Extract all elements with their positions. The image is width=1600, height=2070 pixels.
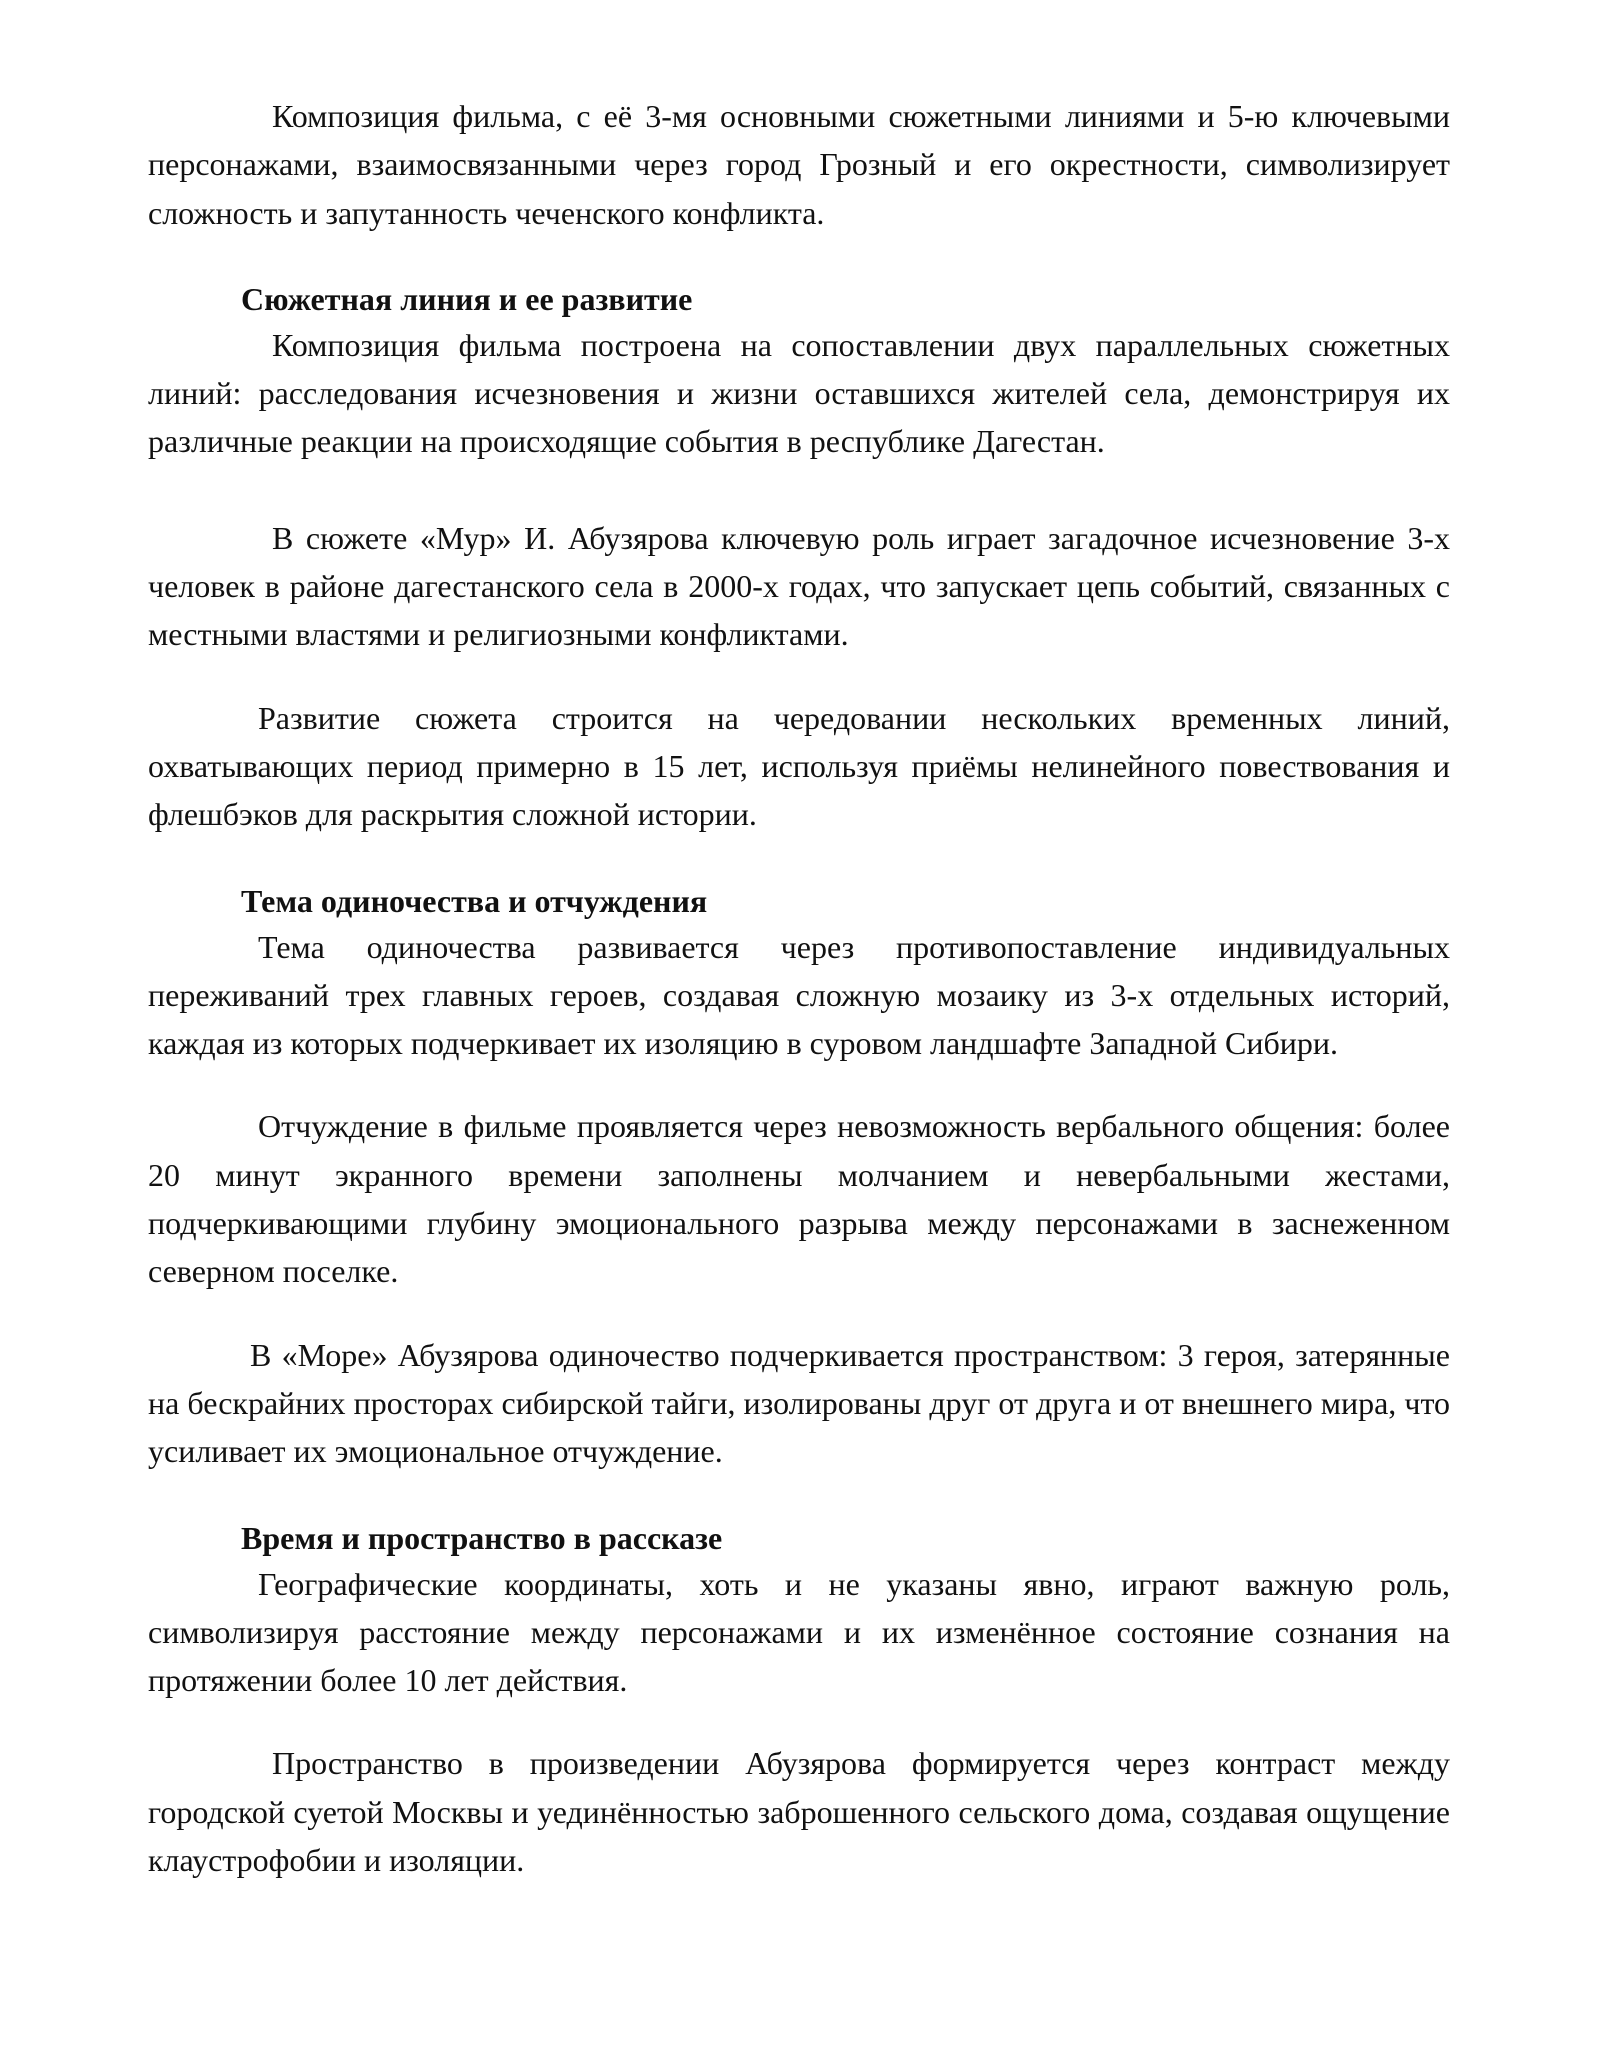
section-heading-loneliness: Тема одиночества и отчуждения xyxy=(241,882,708,919)
time-space-paragraph-1: Географические координаты, хоть и не указаны явно, играют важную роль, символизируя расстояние между персонажами и их изменённое состояние сознания на протяжении более 10 лет действия. xyxy=(148,1565,1450,1699)
intro-paragraph: Композиция фильма, с её 3-мя основными сюжетными линиями и 5-ю ключевыми персонажами, взаимосвязанными через город Грозный и его окрестности, символизирует сложность и запутанность чеченского конфликта. xyxy=(148,98,1450,231)
loneliness-paragraph-3: В «Море» Абузярова одиночество подчеркивается пространством: 3 героя, затерянные на бескрайних просторах сибирской тайги, изолированы друг от друга и от внешнего мира, что усиливает их эмоциональное отчуждение. xyxy=(148,1336,1450,1470)
loneliness-paragraph-2: Отчуждение в фильме проявляется через невозможность вербального общения: более 20 минут экранного времени заполнены молчанием и невербальными жестами, подчеркивающими глубину эмоционального разрыва между персонажами в заснеженном северном поселке. xyxy=(148,1108,1450,1290)
plot-paragraph-2: В сюжете «Мур» И. Абузярова ключевую роль играет загадочное исчезновение 3-х человек в районе дагестанского села в 2000-х годах, что запускает цепь событий, связанных с местными властями и религиозными конфликтами. xyxy=(148,519,1450,653)
loneliness-paragraph-1: Тема одиночества развивается через противопоставление индивидуальных переживаний трех главных героев, создавая сложную мозаику из 3-х отдельных историй, каждая из которых подчеркивает их изоляцию в суровом ландшафте Западной Сибири. xyxy=(148,928,1450,1062)
section-heading-time-space: Время и пространство в рассказе xyxy=(241,1519,723,1556)
section-heading-plot: Сюжетная линия и ее развитие xyxy=(241,280,693,317)
plot-paragraph-1: Композиция фильма построена на сопоставлении двух параллельных сюжетных линий: расследования исчезновения и жизни оставшихся жителей села, демонстрируя их различные реакции на происходящие события в республике Дагестан. xyxy=(148,326,1450,460)
plot-paragraph-3: Развитие сюжета строится на чередовании нескольких временных линий, охватывающих период примерно в 15 лет, используя приёмы нелинейного повествования и флешбэков для раскрытия сложной истории. xyxy=(148,699,1450,833)
time-space-paragraph-2: Пространство в произведении Абузярова формируется через контраст между городской суетой Москвы и уединённостью заброшенного сельского дома, создавая ощущение клаустрофобии и изоляции. xyxy=(148,1745,1450,1879)
document-body xyxy=(148,92,1450,1884)
